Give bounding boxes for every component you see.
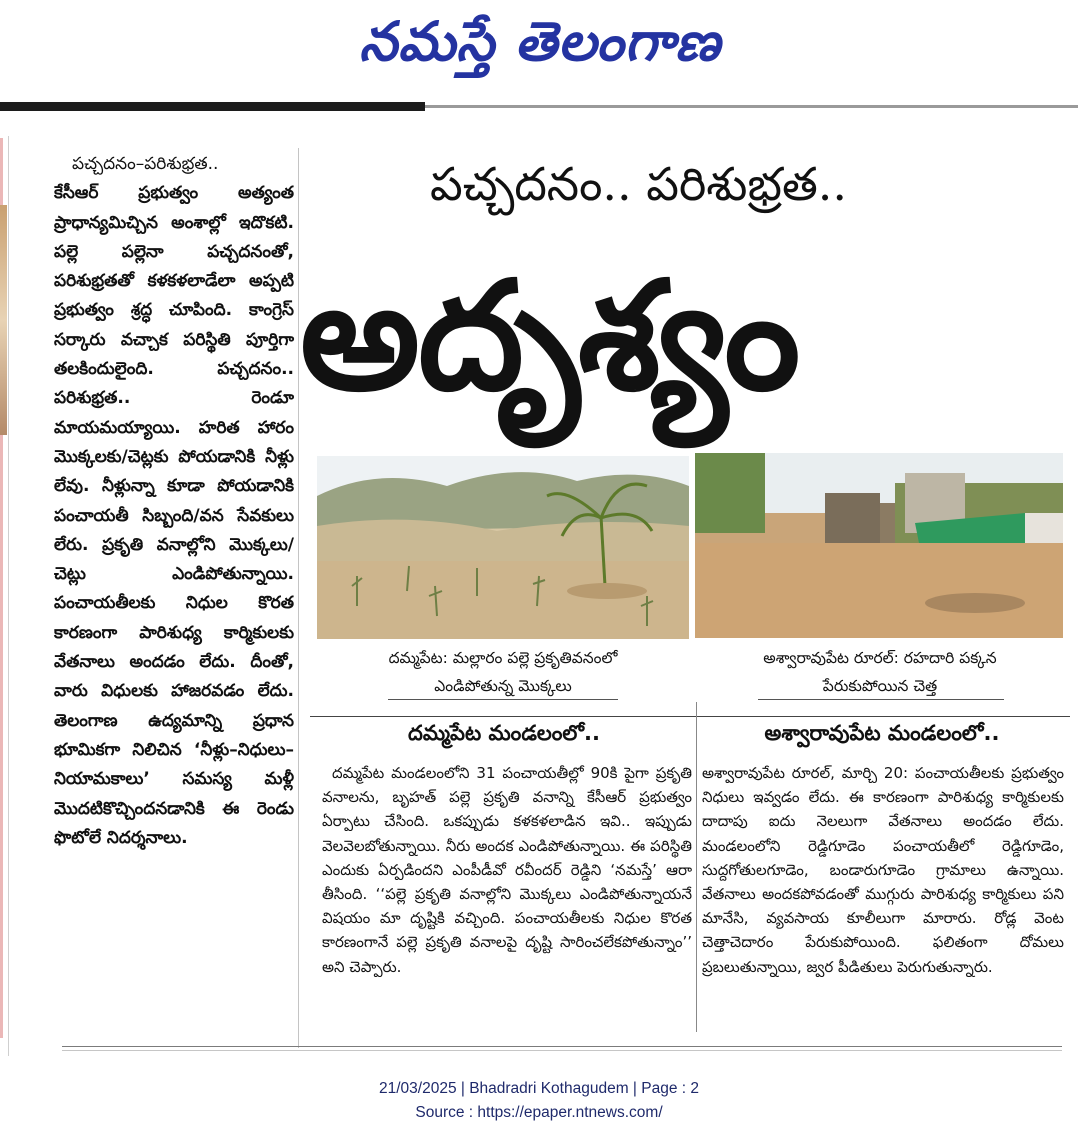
headline-main: అదృశ్యం bbox=[300, 250, 799, 424]
caption-underline bbox=[758, 699, 1004, 700]
left-column-intro-title: పచ్చదనం–పరిశుభ్రత.. bbox=[72, 154, 219, 174]
masthead-rule-thin bbox=[425, 105, 1078, 108]
photo-caption-aswaraopeta bbox=[695, 644, 1065, 700]
newspaper-logo: నమస్తే తెలంగాణ bbox=[359, 10, 721, 73]
left-column-text bbox=[54, 150, 294, 853]
page-bottom-rule bbox=[62, 1046, 1062, 1047]
headline-kicker: పచ్చదనం.. పరిశుభ్రత.. bbox=[430, 157, 848, 211]
caption-line: పేరుకుపోయిన చెత్త bbox=[822, 677, 938, 695]
subhead-dammapeta: దమ్మపేట మండలంలో.. bbox=[408, 721, 600, 745]
masthead-rule-thick bbox=[0, 102, 425, 111]
caption-line: దమ్మపేట: మల్లారం పల్లె ప్రకృతివనంలో bbox=[388, 649, 618, 667]
left-column-paragraph: కేసీఆర్ ప్రభుత్వం అత్యంత ప్రాధాన్యమిచ్చిన అంశాల్లో ఇదొకటి. పల్లె పల్లెనా పచ్చదనంతో, పరిశుభ్రతతో కళకళలాడేలా అప్పటి ప్రభుత్వం శ్రద్ధ చూపింది. కాంగ్రెస్ సర్కారు వచ్చాక పరిస్థితి పూర్తిగా తలకిందులైంది. పచ్చదనం.. పరిశుభ్రత.. రెండూ మాయమయ్యాయి. హరిత హారం మొక్కలకు/చెట్లకు పోయడానికి నీళ్లు లేవు. నీళ్లున్నా కూడా పోయడానికి పంచాయతీ సిబ్బంది/వన సేవకులు లేరు. ప్రకృతి వనాల్లోని మొక్కలు/చెట్లు ఎండిపోతున్నాయి. పంచాయతీలకు నిధుల కొరత కారణంగా పారిశుధ్య కార్మికులకు వేతనాలు అందడం లేదు. దీంతో, వారు విధులకు హాజరవడం లేదు. తెలంగాణ ఉద్యమాన్ని ప్రధాన భూమికగా నిలిచిన ‘నీళ్లు–నిధులు–నియామకాలు’ సమస్య మళ్లీ మొదటికొచ్చిందనడానికి ఈ రెండు ఫొటోలే నిదర్శనాలు. bbox=[54, 183, 294, 848]
footer-date-edition: 21/03/2025 | Bhadradri Kothagudem | Page : 2 bbox=[378, 1080, 699, 1097]
section-top-rule bbox=[310, 716, 1070, 717]
masthead bbox=[0, 0, 1078, 100]
photo-dry-plantation bbox=[317, 456, 689, 639]
subhead-aswaraopeta: అశ్వారావుపేట మండలంలో.. bbox=[764, 721, 1000, 745]
caption-line: అశ్వారావుపేట రూరల్: రహదారి పక్కన bbox=[763, 649, 997, 667]
footer-source: Source : https://epaper.ntnews.com/ bbox=[415, 1104, 663, 1121]
story-body-aswaraopeta: అశ్వారావుపేట రూరల్, మార్చి 20: పంచాయతీలకు ప్రభుత్వం నిధులు ఇవ్వడం లేదు. ఈ కారణంగా పారిశుధ్య కార్మికులకు దాదాపు ఐదు నెలలుగా వేతనాలు అందడం లేదు. మండలంలోని రెడ్డిగూడెం పంచాయతీలో రెడ్డిగూడెం, సుద్దగోతులగూడెం, బండారుగూడెం గ్రామాలు ఉన్నాయి. వేతనాలు అందకపోవడంతో ముగ్గురు పారిశుధ్య కార్మికులు పని మానేసి, వ్యవసాయ కూలీలుగా మారారు. రోడ్ల వెంట చెత్తాచెదారం పేరుకుపోయింది. ఫలితంగా దోమలు ప్రబలుతున్నాయి, జ్వర పీడితులు పెరుగుతున్నారు. bbox=[702, 764, 1064, 976]
page-bottom-rule-thin bbox=[62, 1050, 1062, 1051]
column-divider bbox=[298, 148, 299, 1048]
story-divider bbox=[696, 702, 697, 1032]
caption-underline bbox=[388, 699, 618, 700]
story-body-dammapeta: దమ్మపేట మండలంలోని 31 పంచాయతీల్లో 90కి పైగా ప్రకృతి వనాలను, బృహత్ పల్లె ప్రకృతి వనాన్ని కేసీఆర్ ప్రభుత్వం ఏర్పాటు చేసింది. ఒకప్పుడు కళకళలాడిన ఇవి.. ఇప్పుడు వెలవెలబోతున్నాయి. నీరు అందక ఎండిపోతున్నాయి. ఈ పరిస్థితి ఎందుకు ఏర్పడిందని ఎంపీడీవో రవీందర్ రెడ్డిని ‘నమస్తే’ ఆరా తీసింది. ‘‘పల్లె ప్రకృతి వనాల్లోని మొక్కలు ఎండిపోతున్నాయనే విషయం మా దృష్టికి వచ్చింది. పంచాయతీలకు నిధుల కొరత కారణంగానే పల్లె ప్రకృతి వనాలపై దృష్టి సారించలేకపోతున్నాం’’ అని చెప్పారు. bbox=[322, 764, 692, 976]
photo-caption-dammapeta bbox=[315, 644, 691, 700]
adjacent-article-photo-edge bbox=[0, 205, 7, 435]
photo-roadside-garbage bbox=[695, 453, 1063, 638]
caption-line: ఎండిపోతున్న మొక్కలు bbox=[434, 677, 572, 695]
